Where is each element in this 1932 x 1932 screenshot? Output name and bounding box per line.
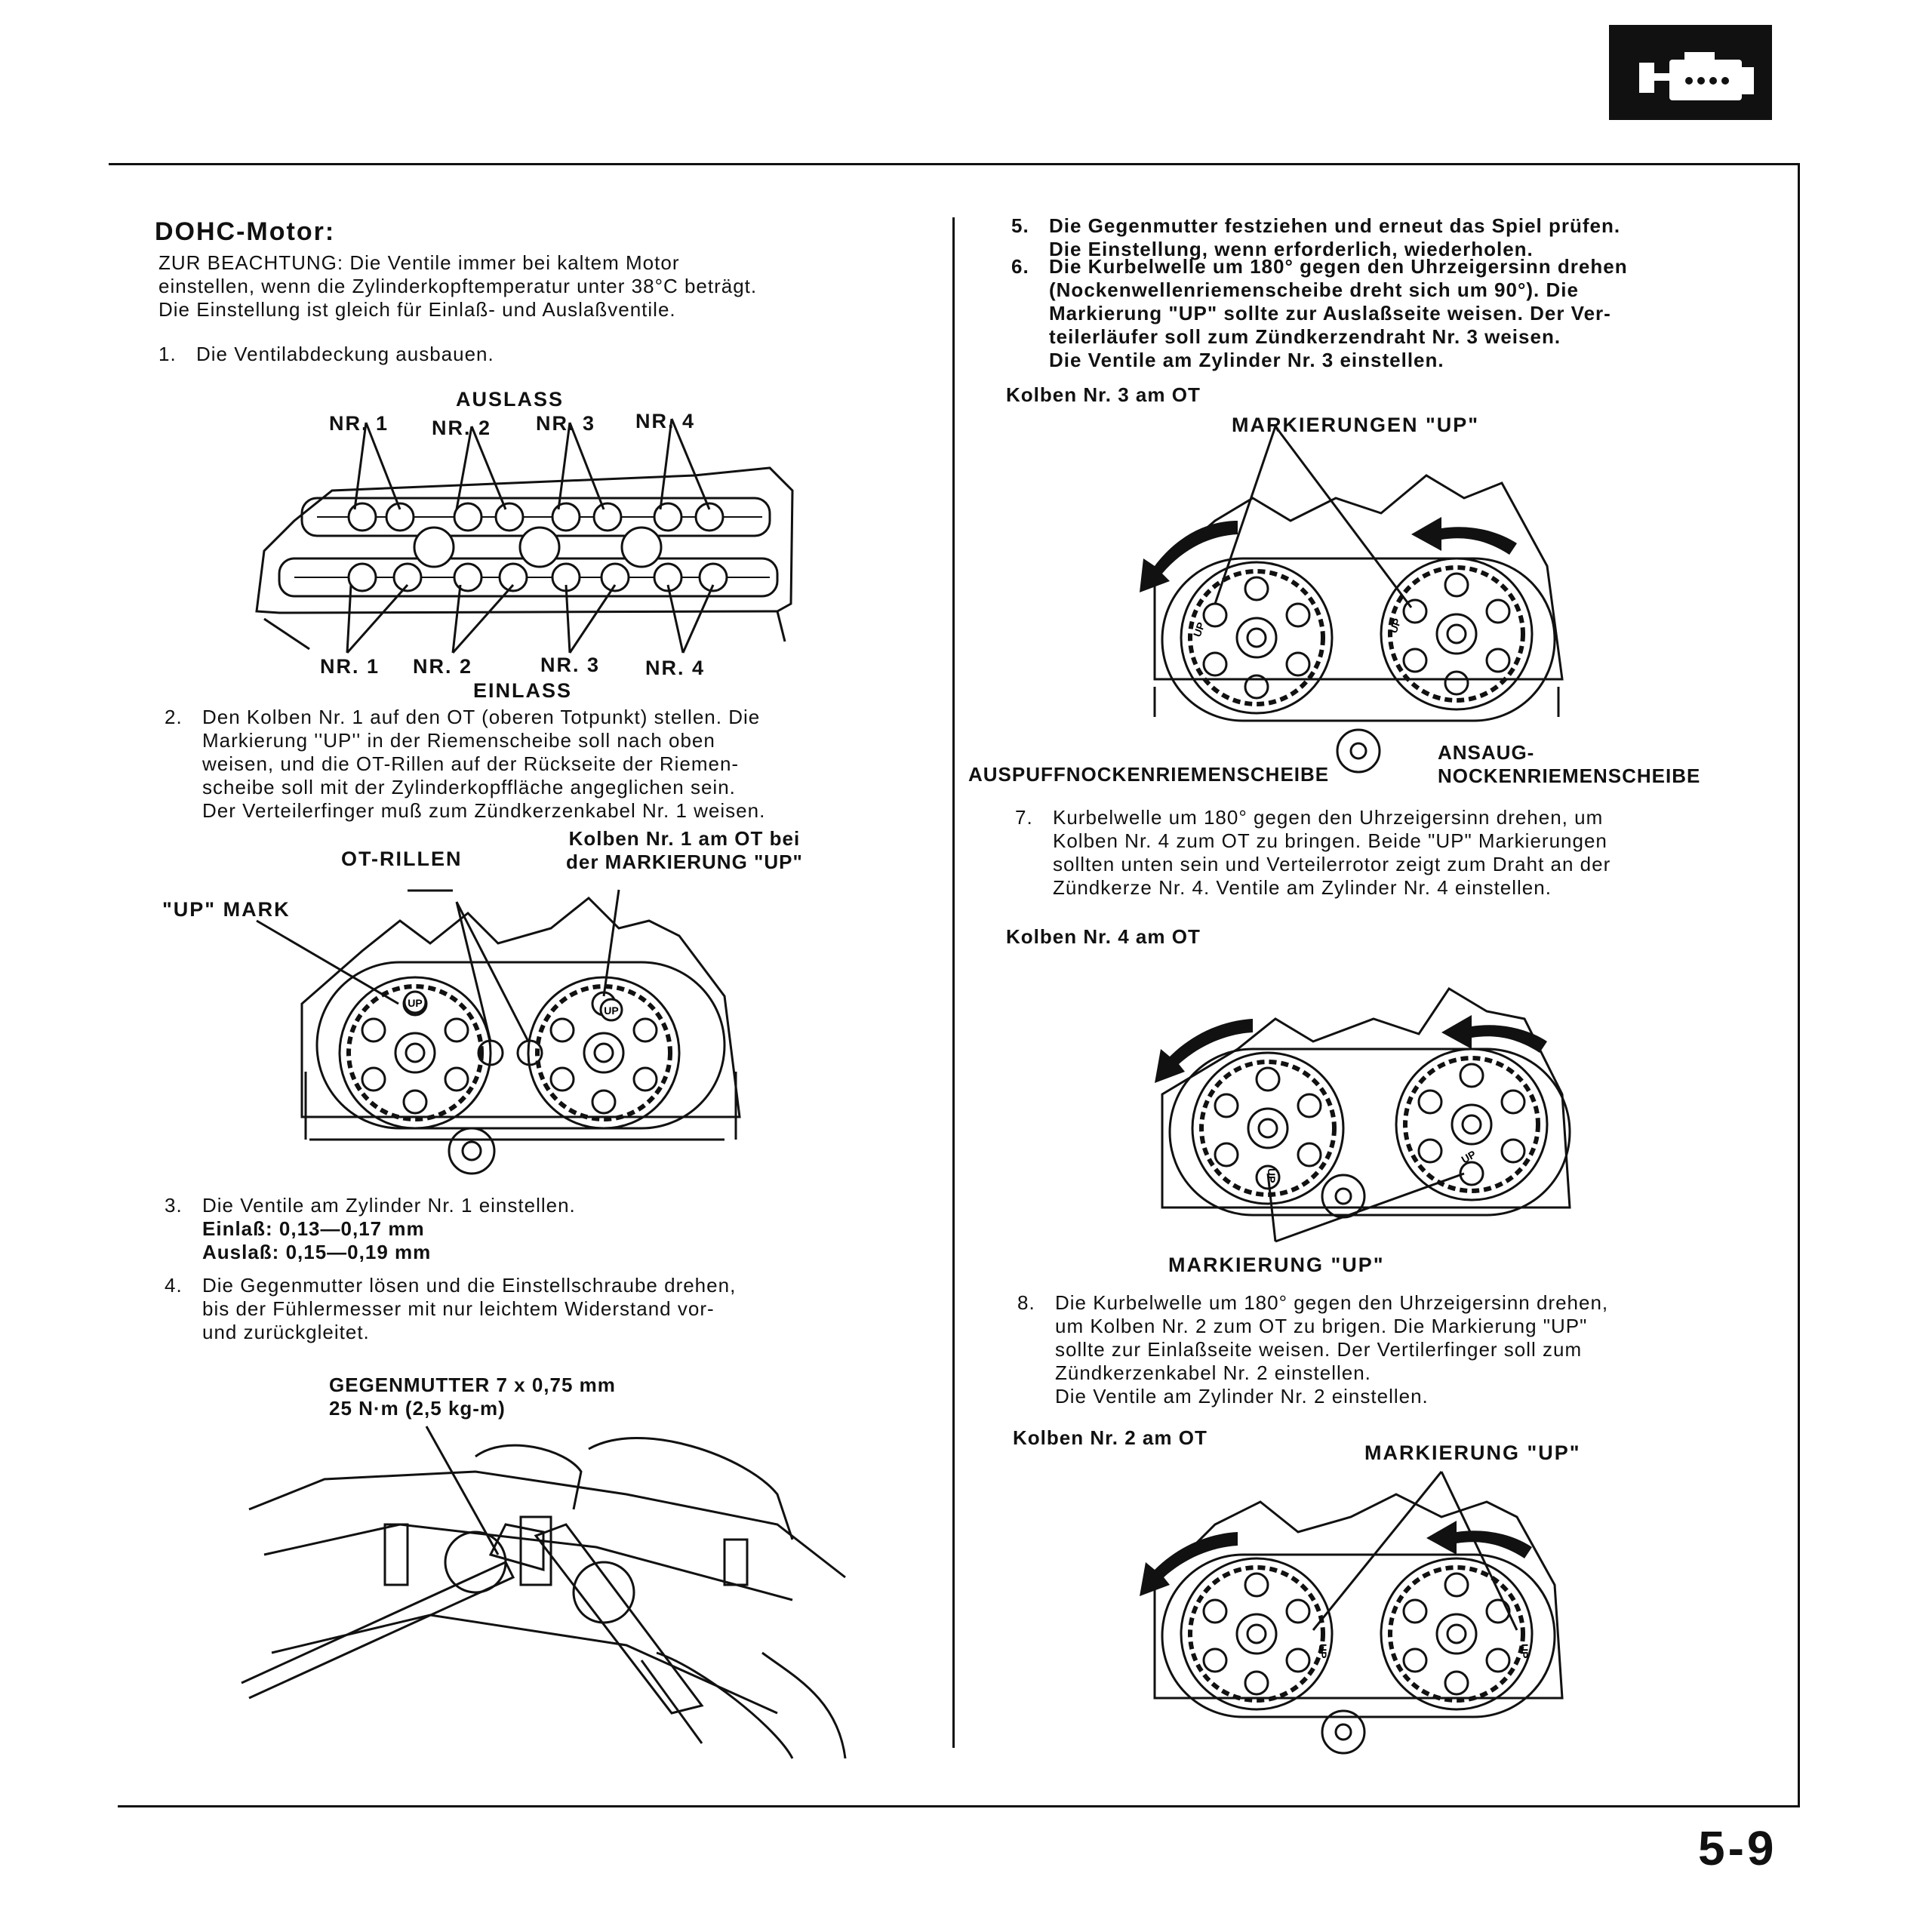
step-line: und zurückgleitet. <box>202 1321 370 1343</box>
fig1-bottom-nr1: NR. 1 <box>320 655 380 678</box>
fig1-top-nr4: NR. 4 <box>635 410 696 432</box>
step-line: Den Kolben Nr. 1 auf den OT (oberen Totpunkt) stellen. Die <box>202 706 761 728</box>
step-line: Zündkerzenkabel Nr. 2 einstellen. <box>1055 1361 1371 1384</box>
fig2-kolben-line: Kolben Nr. 1 am OT bei <box>568 827 801 850</box>
outlet-value: 0,15—0,19 mm <box>285 1241 432 1263</box>
step-line: um Kolben Nr. 2 zum OT zu brigen. Die Markierung "UP" <box>1055 1315 1588 1337</box>
fig2-ot-rillen-label: OT-RILLEN <box>341 848 463 870</box>
timing-belt-figure-kolben3 <box>1140 453 1577 755</box>
step-line: Die Ventile am Zylinder Nr. 1 einstellen. <box>202 1194 576 1217</box>
fig4-auspuff-label: AUSPUFFNOCKENRIEMENSCHEIBE <box>968 763 1330 786</box>
step-line: weisen, und die OT-Rillen auf der Rückseite der Riemen- <box>202 752 740 775</box>
step-line: Die Kurbelwelle um 180° gegen den Uhrzeigersinn drehen, <box>1055 1291 1609 1314</box>
fig4-right-line: NOCKENRIEMENSCHEIBE <box>1438 764 1701 787</box>
fig1-bottom-nr3: NR. 3 <box>540 654 601 676</box>
step-line: Markierung ''UP'' in der Riemenscheibe soll nach oben <box>202 729 715 752</box>
step-line: Die Ventile am Zylinder Nr. 2 einstellen. <box>1055 1385 1429 1407</box>
inlet-value: 0,13—0,17 mm <box>278 1217 425 1240</box>
fig5-up-mark-left: UP <box>1266 1168 1278 1183</box>
fig3-label-line: 25 N·m (2,5 kg-m) <box>329 1397 506 1420</box>
fig5-label: MARKIERUNG "UP" <box>1168 1254 1385 1276</box>
fig6-caption: Kolben Nr. 2 am OT <box>1013 1426 1208 1449</box>
step-7 <box>1015 806 1611 900</box>
timing-belt-figure-kolben2 <box>1140 1472 1577 1758</box>
fig4-right-line: ANSAUG- <box>1438 741 1535 764</box>
section-icon-box <box>1609 25 1772 120</box>
step-text: Die Ventilabdeckung ausbauen. <box>196 343 494 365</box>
fig1-top-nr1: NR. 1 <box>329 412 389 435</box>
step-line: Der Verteilerfinger muß zum Zündkerzenkabel Nr. 1 weisen. <box>202 799 766 822</box>
timing-belt-figure-kolben4 <box>1147 966 1585 1283</box>
fig2-kolben-label <box>566 827 803 874</box>
step-number: 5. <box>1011 214 1029 237</box>
outlet-label: Auslaß: <box>202 1241 280 1263</box>
step-line: Kurbelwelle um 180° gegen den Uhrzeigersinn drehen, um <box>1053 806 1604 829</box>
fig6-label: MARKIERUNG "UP" <box>1364 1441 1581 1464</box>
note-line: ZUR BEACHTUNG: Die Ventile immer bei kaltem Motor <box>158 251 680 274</box>
fig1-einlass-label: EINLASS <box>473 679 573 702</box>
step-6 <box>1011 255 1628 372</box>
fig3-label <box>329 1374 616 1420</box>
rotation-arrows <box>1140 517 1517 592</box>
step-line: sollten unten sein und Verteilerrotor zeigt zum Draht an der <box>1053 853 1611 875</box>
fig2-up-mark-left: UP <box>408 997 423 1009</box>
bottom-rule <box>118 1805 1800 1807</box>
step-line: Zündkerze Nr. 4. Ventile am Zylinder Nr. 4 einstellen. <box>1053 876 1552 899</box>
column-divider <box>952 217 955 1748</box>
camshaft-figure <box>249 438 823 649</box>
fig5-up-mark-right: UP <box>1459 1148 1478 1166</box>
step-number: 7. <box>1015 806 1033 829</box>
fig4-ansaug-label <box>1438 741 1700 788</box>
locknut-adjust-figure <box>249 1426 853 1758</box>
step-number: 2. <box>165 706 183 728</box>
step-1 <box>158 343 494 366</box>
note-block <box>158 251 757 321</box>
fig2-up-mark-right: UP <box>604 1004 619 1017</box>
fig1-auslass-label: AUSLASS <box>456 388 565 411</box>
fig4-label: MARKIERUNGEN "UP" <box>1232 414 1480 436</box>
engine-icon <box>1609 25 1772 120</box>
step-line: scheibe soll mit der Zylinderkopffläche angeglichen sein. <box>202 776 736 798</box>
top-rule <box>109 163 1799 165</box>
fig6-up-mark-left: UP <box>1317 1644 1329 1659</box>
step-number: 8. <box>1017 1291 1035 1314</box>
step-line: Die Gegenmutter festziehen und erneut das Spiel prüfen. <box>1049 214 1621 237</box>
fig6-up-mark-right: UP <box>1518 1644 1531 1659</box>
step-8 <box>1017 1291 1608 1408</box>
step-line: sollte zur Einlaßseite weisen. Der Vertilerfinger soll zum <box>1055 1338 1583 1361</box>
timing-belt-figure-1 <box>302 891 740 1177</box>
step-line: Die Ventile am Zylinder Nr. 3 einstellen. <box>1049 349 1444 371</box>
step-line: Die Einstellung, wenn erforderlich, wiederholen. <box>1049 238 1534 260</box>
step-line: bis der Fühlermesser mit nur leichtem Widerstand vor- <box>202 1297 715 1320</box>
page-number: 5-9 <box>1698 1821 1777 1875</box>
note-line: einstellen, wenn die Zylinderkopftemperatur unter 38°C beträgt. <box>158 275 758 297</box>
step-number: 1. <box>158 343 177 365</box>
fig1-bottom-nr2: NR. 2 <box>413 655 473 678</box>
fig2-up-mark-label: "UP" MARK <box>162 898 291 921</box>
inlet-label: Einlaß: <box>202 1217 273 1240</box>
step-number: 6. <box>1011 255 1029 278</box>
note-line: Die Einstellung ist gleich für Einlaß- und Auslaßventile. <box>158 298 676 321</box>
step-number: 3. <box>165 1194 183 1217</box>
step-3 <box>165 1194 576 1264</box>
fig1-top-nr3: NR. 3 <box>536 412 596 435</box>
fig2-kolben-line: der MARKIERUNG "UP" <box>566 851 803 873</box>
fig5-caption: Kolben Nr. 4 am OT <box>1006 925 1201 948</box>
step-2 <box>165 706 765 823</box>
fig1-top-nr2: NR. 2 <box>432 417 492 439</box>
section-title: DOHC-Motor: <box>155 217 336 246</box>
step-5 <box>1011 214 1620 261</box>
step-line: Markierung "UP" sollte zur Auslaßseite weisen. Der Ver- <box>1049 302 1611 325</box>
fig4-caption: Kolben Nr. 3 am OT <box>1006 383 1201 406</box>
step-4 <box>165 1274 736 1344</box>
step-number: 4. <box>165 1274 183 1297</box>
step-line: Die Kurbelwelle um 180° gegen den Uhrzeigersinn drehen <box>1049 255 1628 278</box>
fig3-label-line: GEGENMUTTER 7 x 0,75 mm <box>329 1374 616 1396</box>
right-frame-rule <box>1798 163 1800 1807</box>
step-line: teilerläufer soll zum Zündkerzendraht Nr. 3 weisen. <box>1049 325 1561 348</box>
step-line: Die Gegenmutter lösen und die Einstellschraube drehen, <box>202 1274 737 1297</box>
step-line: (Nockenwellenriemenscheibe dreht sich um 90°). Die <box>1049 278 1579 301</box>
fig1-bottom-nr4: NR. 4 <box>645 657 706 679</box>
step-line: Kolben Nr. 4 zum OT zu bringen. Beide "UP" Markierungen <box>1053 829 1607 852</box>
fig4-up-mark-right: UP <box>1386 617 1404 635</box>
fig4-up-mark-left: UP <box>1190 620 1208 639</box>
